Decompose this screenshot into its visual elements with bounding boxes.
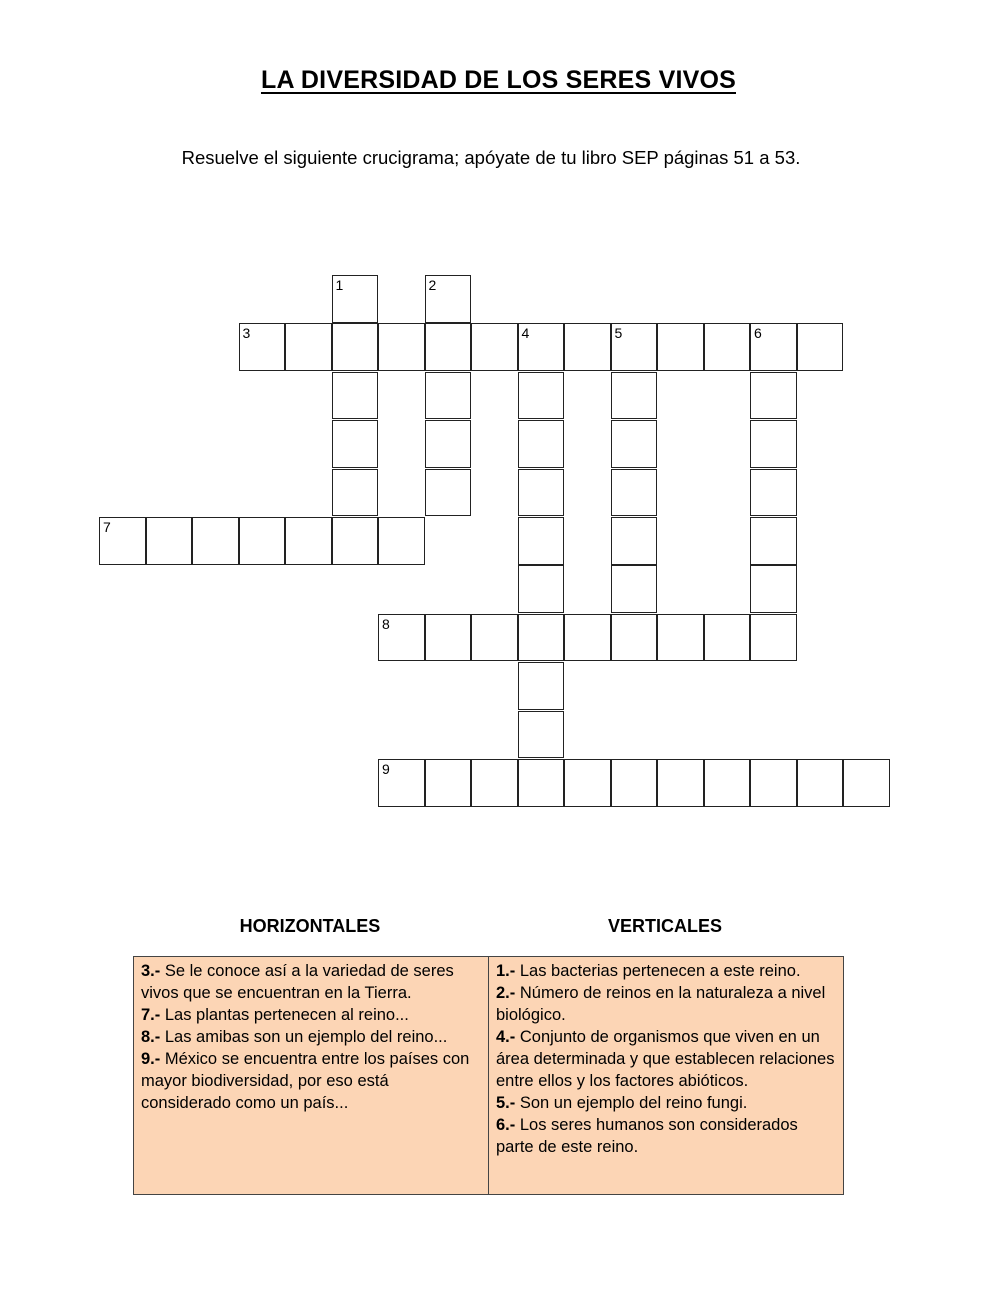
crossword-cell[interactable] bbox=[425, 372, 472, 420]
clue-table bbox=[133, 956, 844, 1195]
crossword-cell[interactable] bbox=[425, 759, 472, 807]
crossword-cell[interactable] bbox=[611, 517, 658, 565]
clue-vertical-5: 5.- Son un ejemplo del reino fungi. bbox=[496, 1094, 748, 1112]
clue-vertical-4: 4.- Conjunto de organismos que viven en un área determinada y que establecen relaciones entre ellos y los factores abióticos. bbox=[496, 1028, 835, 1090]
vertical-heading: VERTICALES bbox=[607, 916, 722, 936]
cell-number: 2 bbox=[428, 277, 437, 293]
cell-number: 1 bbox=[335, 277, 344, 293]
crossword-cell[interactable] bbox=[564, 614, 611, 662]
crossword-cell[interactable] bbox=[425, 420, 472, 468]
crossword-cell[interactable] bbox=[332, 372, 379, 420]
crossword-cell[interactable] bbox=[564, 759, 611, 807]
clue-vertical-6: 6.- Los seres humanos son considerados parte de este reino. bbox=[496, 1116, 798, 1156]
crossword-cell[interactable] bbox=[192, 517, 239, 565]
crossword-cell[interactable] bbox=[518, 614, 565, 662]
crossword-cell[interactable] bbox=[99, 517, 146, 565]
crossword-cell[interactable] bbox=[425, 469, 472, 517]
crossword-cell[interactable] bbox=[657, 759, 704, 807]
crossword-cell[interactable] bbox=[378, 517, 425, 565]
crossword-cell[interactable] bbox=[332, 517, 379, 565]
crossword-cell[interactable] bbox=[750, 565, 797, 613]
crossword-cell[interactable] bbox=[518, 517, 565, 565]
crossword-cell[interactable] bbox=[378, 759, 425, 807]
crossword-cell[interactable] bbox=[657, 614, 704, 662]
crossword-cell[interactable] bbox=[750, 469, 797, 517]
crossword-cell[interactable] bbox=[378, 323, 425, 371]
crossword-cell[interactable] bbox=[332, 323, 379, 371]
clue-horizontal-3: 3.- Se le conoce así a la variedad de seres vivos que se encuentran en la Tierra. bbox=[141, 962, 454, 1002]
crossword-cell[interactable] bbox=[425, 614, 472, 662]
cell-number: 5 bbox=[614, 325, 623, 342]
crossword-cell[interactable] bbox=[518, 469, 565, 517]
crossword-cell[interactable] bbox=[518, 759, 565, 807]
crossword-cell[interactable] bbox=[750, 372, 797, 420]
clue-vertical-2: 2.- Número de reinos en la naturaleza a nivel biológico. bbox=[496, 984, 826, 1024]
clue-horizontal-7: 7.- Las plantas pertenecen al reino... bbox=[141, 1006, 409, 1024]
crossword-cell[interactable] bbox=[518, 420, 565, 468]
crossword-cell[interactable] bbox=[332, 420, 379, 468]
crossword-cell[interactable] bbox=[704, 614, 751, 662]
instructions: Resuelve el siguiente crucigrama; apóyate de tu libro SEP páginas 51 a 53. bbox=[181, 147, 801, 168]
cell-number: 4 bbox=[521, 325, 530, 342]
clue-horizontal-8: 8.- Las amibas son un ejemplo del reino... bbox=[141, 1028, 448, 1046]
crossword-cell[interactable] bbox=[471, 759, 518, 807]
vertical-clues bbox=[489, 957, 842, 1194]
crossword-cell[interactable] bbox=[239, 517, 286, 565]
crossword-cell[interactable] bbox=[425, 323, 472, 371]
crossword-cell[interactable] bbox=[285, 517, 332, 565]
crossword-cell[interactable] bbox=[611, 372, 658, 420]
cell-number: 9 bbox=[382, 761, 390, 777]
cell-number: 3 bbox=[242, 325, 251, 342]
horizontal-heading: HORIZONTALES bbox=[239, 916, 381, 936]
crossword-cell[interactable] bbox=[518, 711, 565, 759]
cell-number: 7 bbox=[103, 519, 111, 535]
crossword-cell[interactable] bbox=[750, 614, 797, 662]
crossword-cell[interactable] bbox=[518, 662, 565, 710]
crossword-cell[interactable] bbox=[425, 275, 472, 323]
crossword-cell[interactable] bbox=[239, 323, 286, 371]
crossword-cell[interactable] bbox=[704, 759, 751, 807]
crossword-cell[interactable] bbox=[518, 565, 565, 613]
cell-number: 8 bbox=[382, 615, 390, 632]
crossword-cell[interactable] bbox=[471, 323, 518, 371]
crossword-cell[interactable] bbox=[332, 469, 379, 517]
crossword-cell[interactable] bbox=[378, 614, 425, 662]
crossword-cell[interactable] bbox=[611, 614, 658, 662]
page-title: LA DIVERSIDAD DE LOS SERES VIVOS bbox=[260, 66, 736, 94]
crossword-cell[interactable] bbox=[564, 323, 611, 371]
crossword-cell[interactable] bbox=[611, 420, 658, 468]
crossword-cell[interactable] bbox=[518, 372, 565, 420]
crossword-cell[interactable] bbox=[471, 614, 518, 662]
cell-number: 6 bbox=[754, 325, 762, 342]
crossword-cell[interactable] bbox=[843, 759, 890, 807]
crossword-cell[interactable] bbox=[797, 759, 844, 807]
crossword-cell[interactable] bbox=[750, 759, 797, 807]
crossword-cell[interactable] bbox=[146, 517, 193, 565]
crossword-cell[interactable] bbox=[704, 323, 751, 371]
crossword-cell[interactable] bbox=[518, 323, 565, 371]
crossword-cell[interactable] bbox=[611, 323, 658, 371]
crossword-cell[interactable] bbox=[750, 517, 797, 565]
clue-horizontal-9: 9.- México se encuentra entre los países con mayor biodiversidad, por eso está considerado como un país... bbox=[141, 1050, 470, 1112]
crossword-cell[interactable] bbox=[657, 323, 704, 371]
crossword-cell[interactable] bbox=[611, 759, 658, 807]
horizontal-clues bbox=[134, 957, 489, 1194]
crossword-cell[interactable] bbox=[750, 323, 797, 371]
crossword-cell[interactable] bbox=[332, 275, 379, 323]
crossword-cell[interactable] bbox=[285, 323, 332, 371]
crossword-cell[interactable] bbox=[797, 323, 844, 371]
crossword-cell[interactable] bbox=[750, 420, 797, 468]
crossword-cell[interactable] bbox=[611, 565, 658, 613]
clue-vertical-1: 1.- Las bacterias pertenecen a este reino. bbox=[496, 962, 801, 980]
crossword-cell[interactable] bbox=[611, 469, 658, 517]
